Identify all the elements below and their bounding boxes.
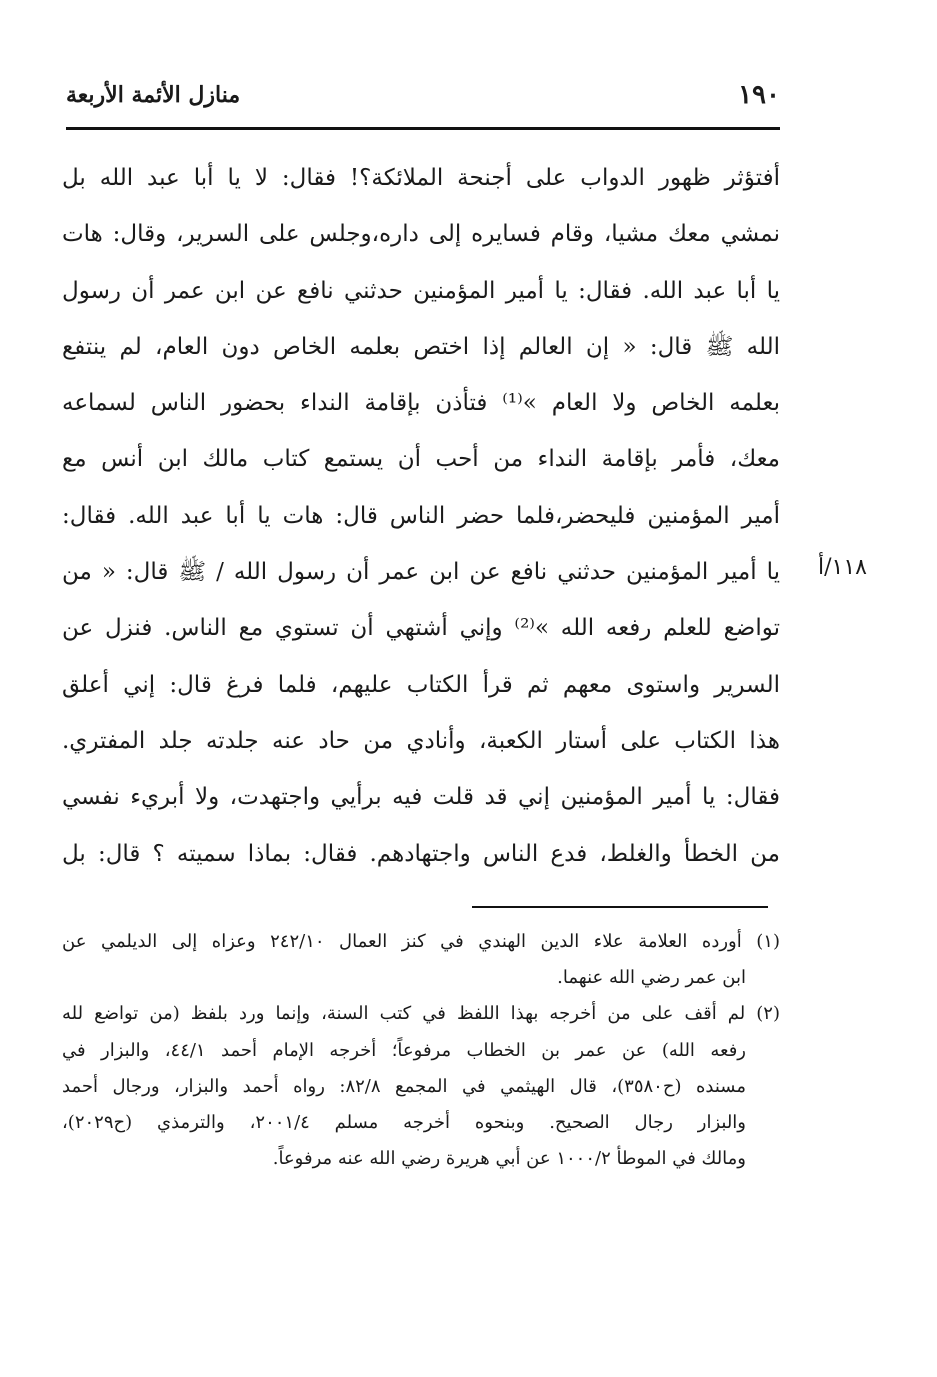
body-line: هذا الكتاب على أستار الكعبة، وأنادي من حاد عنه جلدته جلد المفتري.	[62, 727, 780, 754]
body-line: أمير المؤمنين فليحضر،فلما حضر الناس قال: هات يا أبا عبد الله. فقال:	[62, 502, 780, 529]
body-line: السرير واستوى معهم ثم قرأ الكتاب عليهم، فلما فرغ قال: إني أعلق	[62, 671, 780, 698]
body-line: بعلمه الخاص ولا العام »⁽¹⁾ فتأذن بإقامة النداء بحضور الناس لسماعه	[62, 390, 780, 417]
footnote-2-line: مسنده (ح٣٥٨٠)، قال الهيثمي في المجمع ٨٢/٨: رواه أحمد والبزار، ورجال أحمد	[62, 1075, 746, 1097]
footnote-1-line: (١) أورده العلامة علاء الدين الهندي في كنز العمال ٢٤٢/١٠ وعزاه إلى الديلمي عن	[62, 931, 780, 952]
body-line: نمشي معك مشيا، وقام فسايره إلى داره،وجلس على السرير، وقال: هات	[62, 221, 780, 248]
footnote-2-line: رفعه الله) عن عمر بن الخطاب مرفوعاً؛ أخرجه الإمام أحمد ٤٤/١، والبزار في	[62, 1039, 746, 1061]
running-title: منازل الأئمة الأربعة	[66, 82, 241, 108]
body-line: من الخطأ والغلط، فدع الناس واجتهادهم. فقال: بماذا سميته ؟ قال: بل	[62, 840, 780, 867]
footnote-2-line: والبزار رجال الصحيح. وبنحوه أخرجه مسلم ٢٠٠١/٤، والترمذي (ح٢٠٢٩)،	[62, 1111, 746, 1133]
footnotes	[62, 924, 780, 1177]
body-line: معك، فأمر بإقامة النداء من أحب أن يستمع كتاب مالك ابن أنس مع	[62, 446, 780, 473]
body-text	[62, 150, 780, 882]
manuscript-folio-marker: ١١٨/أ	[818, 555, 867, 580]
body-line: أفتؤثر ظهور الدواب على أجنحة الملائكة؟! فقال: لا يا أبا عبد الله بل	[62, 165, 780, 191]
body-line: يا أمير المؤمنين حدثني نافع عن ابن عمر أن رسول الله / ﷺ قال: « من	[62, 559, 780, 586]
footnote-2-line: ومالك في الموطأ ١٠٠٠/٢ عن أبي هريرة رضي الله عنه مرفوعاً.	[272, 1148, 746, 1170]
body-line: الله ﷺ قال: « إن العالم إذا اختص بعلمه الخاص دون العام، لم ينتفع	[62, 333, 780, 360]
page-header	[66, 72, 780, 120]
footnote-1-line: ابن عمر رضي الله عنهما.	[557, 967, 746, 989]
page-number: ١٩٠	[738, 80, 780, 110]
body-line: يا أبا عبد الله. فقال: يا أمير المؤمنين حدثني نافع عن ابن عمر أن رسول	[62, 277, 780, 304]
header-rule	[66, 127, 780, 130]
footnote-2-line: (٢) لم أقف على من أخرجه بهذا اللفظ في كتب السنة، وإنما ورد بلفظ (من تواضع لله	[62, 1003, 780, 1025]
footnote-separator	[472, 906, 768, 908]
body-line: فقال: يا أمير المؤمنين إني قد قلت فيه برأيي واجتهدت، ولا أبريء نفسي	[62, 784, 780, 811]
body-line: تواضع للعلم رفعه الله »⁽²⁾ وإني أشتهي أن تستوي مع الناس. فنزل عن	[62, 615, 780, 642]
